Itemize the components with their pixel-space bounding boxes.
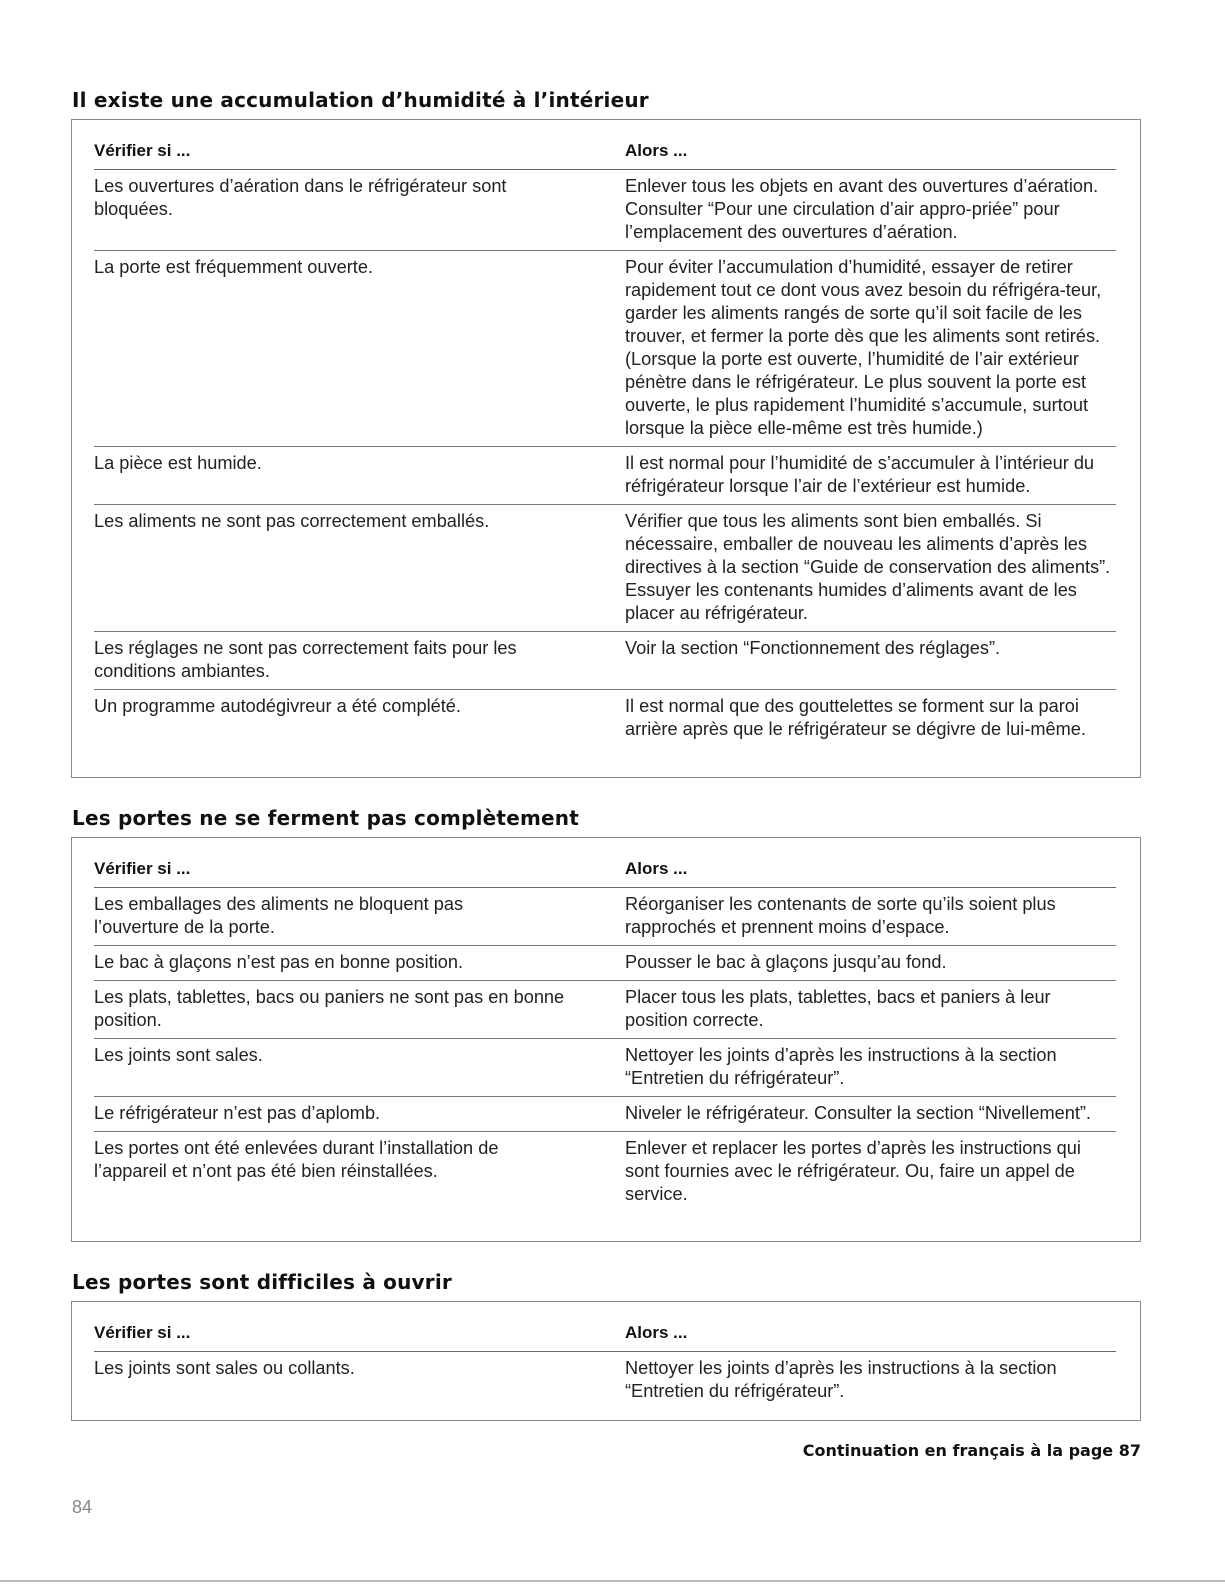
then-cell: Il est normal pour l’humidité de s’accumuler à l’intérieur du réfrigérateur lorsque l’air de l’extérieur est humide. (625, 447, 1116, 505)
check-cell: La pièce est humide. (94, 447, 625, 505)
table-row (94, 690, 1116, 748)
check-cell: Les réglages ne sont pas correctement faits pour les conditions ambiantes. (94, 632, 625, 690)
check-cell: Le bac à glaçons n’est pas en bonne position. (94, 946, 625, 981)
check-cell: Les plats, tablettes, bacs ou paniers ne sont pas en bonne position. (94, 981, 625, 1039)
bottom-rule (0, 1580, 1225, 1582)
continuation-note: Continuation en français à la page 87 (802, 1441, 1141, 1460)
then-cell: Enlever tous les objets en avant des ouvertures d’aération. Consulter “Pour une circulation d’air appro-priée” pour l’emplacement des ouvertures d’aération. (625, 170, 1116, 251)
table-row (94, 447, 1116, 505)
check-cell: La porte est fréquemment ouverte. (94, 251, 625, 447)
then-cell: Pour éviter l’accumulation d’humidité, essayer de retirer rapidement tout ce dont vous avez besoin du réfrigéra-teur, garder les aliments rangés de sorte qu’il soit facile de les trouver, et fermer la porte dès que les aliments sont retirés. (Lorsque la porte est ouverte, l’humidité de l’air extérieur pénètre dans le réfrigérateur. Le plus souvent la porte est ouverte, le plus rapidement l’humidité s’accumule, surtout lorsque la pièce elle-même est très humide.) (625, 251, 1116, 447)
check-cell: Les portes ont été enlevées durant l’installation de l’appareil et n’ont pas été bien réinstallées. (94, 1138, 499, 1181)
check-cell: Les aliments ne sont pas correctement emballés. (94, 505, 625, 632)
troubleshooting-table (94, 1322, 1116, 1409)
column-header-check: Vérifier si ... (94, 858, 625, 888)
table-row (94, 1132, 1116, 1213)
then-cell: Pousser le bac à glaçons jusqu’au fond. (625, 946, 1116, 981)
column-header-then: Alors ... (625, 1322, 1116, 1352)
then-cell: Réorganiser les contenants de sorte qu’ils soient plus rapprochés et prennent moins d’espace. (625, 888, 1116, 946)
table-row (94, 251, 1116, 447)
column-header-then: Alors ... (625, 140, 1116, 170)
check-cell: Le réfrigérateur n’est pas d’aplomb. (94, 1097, 625, 1132)
troubleshooting-box (71, 837, 1141, 1242)
table-header-row (94, 140, 1116, 170)
table-row (94, 981, 1116, 1039)
then-cell: Voir la section “Fonctionnement des réglages”. (625, 632, 1116, 690)
then-cell: Vérifier que tous les aliments sont bien emballés. Si nécessaire, emballer de nouveau les aliments d’après les directives à la section “Guide de conservation des aliments”. Essuyer les contenants humides d’aliments avant de les placer au réfrigérateur. (625, 505, 1116, 632)
table-header-row (94, 1322, 1116, 1352)
table-row (94, 888, 1116, 946)
check-cell: Un programme autodégivreur a été complété. (94, 696, 461, 716)
column-header-check: Vérifier si ... (94, 140, 625, 170)
table-row (94, 1097, 1116, 1132)
table-row (94, 1352, 1116, 1410)
troubleshooting-table (94, 140, 1116, 747)
then-cell: Niveler le réfrigérateur. Consulter la section “Nivellement”. (625, 1097, 1116, 1132)
troubleshooting-table (94, 858, 1116, 1212)
table-row (94, 632, 1116, 690)
table-row (94, 946, 1116, 981)
troubleshooting-box (71, 119, 1141, 778)
then-cell: Il est normal que des gouttelettes se forment sur la paroi arrière après que le réfrigérateur se dégivre de lui-même. (625, 696, 1086, 739)
table-row (94, 505, 1116, 632)
check-cell: Les ouvertures d’aération dans le réfrigérateur sont bloquées. (94, 170, 625, 251)
page-number: 84 (72, 1497, 93, 1517)
section-title: Il existe une accumulation d’humidité à l’intérieur (72, 88, 649, 112)
table-row (94, 1039, 1116, 1097)
check-cell: Les joints sont sales. (94, 1039, 625, 1097)
check-cell: Les joints sont sales ou collants. (94, 1358, 355, 1378)
then-cell: Nettoyer les joints d’après les instructions à la section “Entretien du réfrigérateur”. (625, 1039, 1116, 1097)
table-row (94, 170, 1116, 251)
table-header-row (94, 858, 1116, 888)
column-header-check: Vérifier si ... (94, 1322, 625, 1352)
section-title: Les portes sont difficiles à ouvrir (72, 1270, 452, 1294)
then-cell: Nettoyer les joints d’après les instructions à la section “Entretien du réfrigérateur”. (625, 1358, 1057, 1401)
column-header-then: Alors ... (625, 858, 1116, 888)
troubleshooting-box (71, 1301, 1141, 1421)
then-cell: Placer tous les plats, tablettes, bacs et paniers à leur position correcte. (625, 981, 1116, 1039)
section-title: Les portes ne se ferment pas complètement (72, 806, 579, 830)
then-cell: Enlever et replacer les portes d’après les instructions qui sont fournies avec le réfrigérateur. Ou, faire un appel de service. (625, 1138, 1081, 1204)
check-cell: Les emballages des aliments ne bloquent pas l’ouverture de la porte. (94, 888, 625, 946)
